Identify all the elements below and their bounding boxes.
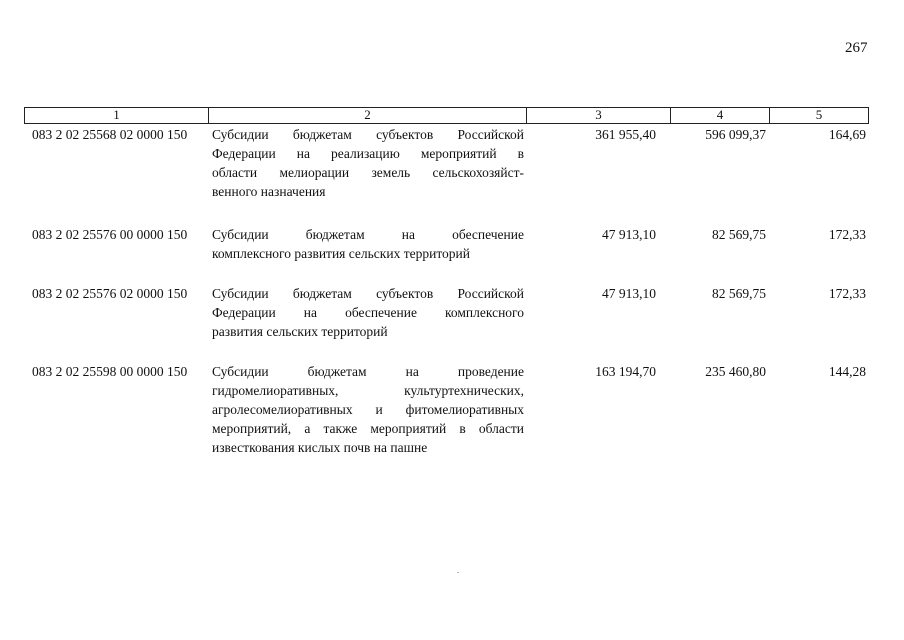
value-col-5: 164,69 — [828, 127, 866, 142]
column-header-4: 4 — [670, 108, 769, 123]
description-line: известкования кислых почв на пашне — [212, 440, 428, 455]
value-col-3: 361 955,40 — [595, 127, 656, 142]
description-line: агролесомелиоративных и фитомелиоративных — [212, 402, 524, 417]
description-line: области мелиорации земель сельскохозяйст- — [212, 165, 524, 180]
description-line: гидромелиоративных, культуртехнических, — [212, 383, 524, 398]
value-col-3: 47 913,10 — [602, 286, 656, 301]
description-line: Субсидии бюджетам субъектов Российской — [212, 286, 524, 301]
row-description — [212, 284, 524, 341]
value-col-5: 144,28 — [828, 364, 866, 379]
budget-code: 083 2 02 25568 02 0000 150 — [32, 127, 188, 142]
budget-code: 083 2 02 25576 02 0000 150 — [32, 286, 188, 301]
description-line: Федерации на обеспечение комплексного — [212, 305, 524, 320]
value-col-4: 82 569,75 — [712, 227, 766, 242]
description-line: Субсидии бюджетам на проведение — [212, 364, 524, 379]
row-description — [212, 362, 524, 457]
description-line: развития сельских территорий — [212, 324, 388, 339]
budget-code: 083 2 02 25576 00 0000 150 — [32, 227, 188, 242]
table-header-row — [24, 107, 869, 124]
page-number: 267 — [845, 40, 868, 56]
value-col-4: 596 099,37 — [705, 127, 766, 142]
description-line: венного назначения — [212, 184, 326, 199]
value-col-5: 172,33 — [828, 227, 866, 242]
description-line: Федерации на реализацию мероприятий в — [212, 146, 524, 161]
scan-speck — [457, 572, 459, 573]
description-line: Субсидии бюджетам на обеспечение — [212, 227, 524, 242]
description-line: мероприятий, а также мероприятий в области — [212, 421, 524, 436]
column-header-1: 1 — [24, 108, 208, 123]
value-col-3: 47 913,10 — [602, 227, 656, 242]
column-header-3: 3 — [526, 108, 670, 123]
column-header-5: 5 — [769, 108, 869, 123]
column-header-2: 2 — [208, 108, 526, 123]
description-line: комплексного развития сельских территорий — [212, 246, 470, 261]
value-col-3: 163 194,70 — [595, 364, 656, 379]
row-description — [212, 225, 524, 263]
value-col-5: 172,33 — [828, 286, 866, 301]
budget-code: 083 2 02 25598 00 0000 150 — [32, 364, 188, 379]
description-line: Субсидии бюджетам субъектов Российской — [212, 127, 524, 142]
value-col-4: 82 569,75 — [712, 286, 766, 301]
value-col-4: 235 460,80 — [705, 364, 766, 379]
row-description — [212, 125, 524, 201]
